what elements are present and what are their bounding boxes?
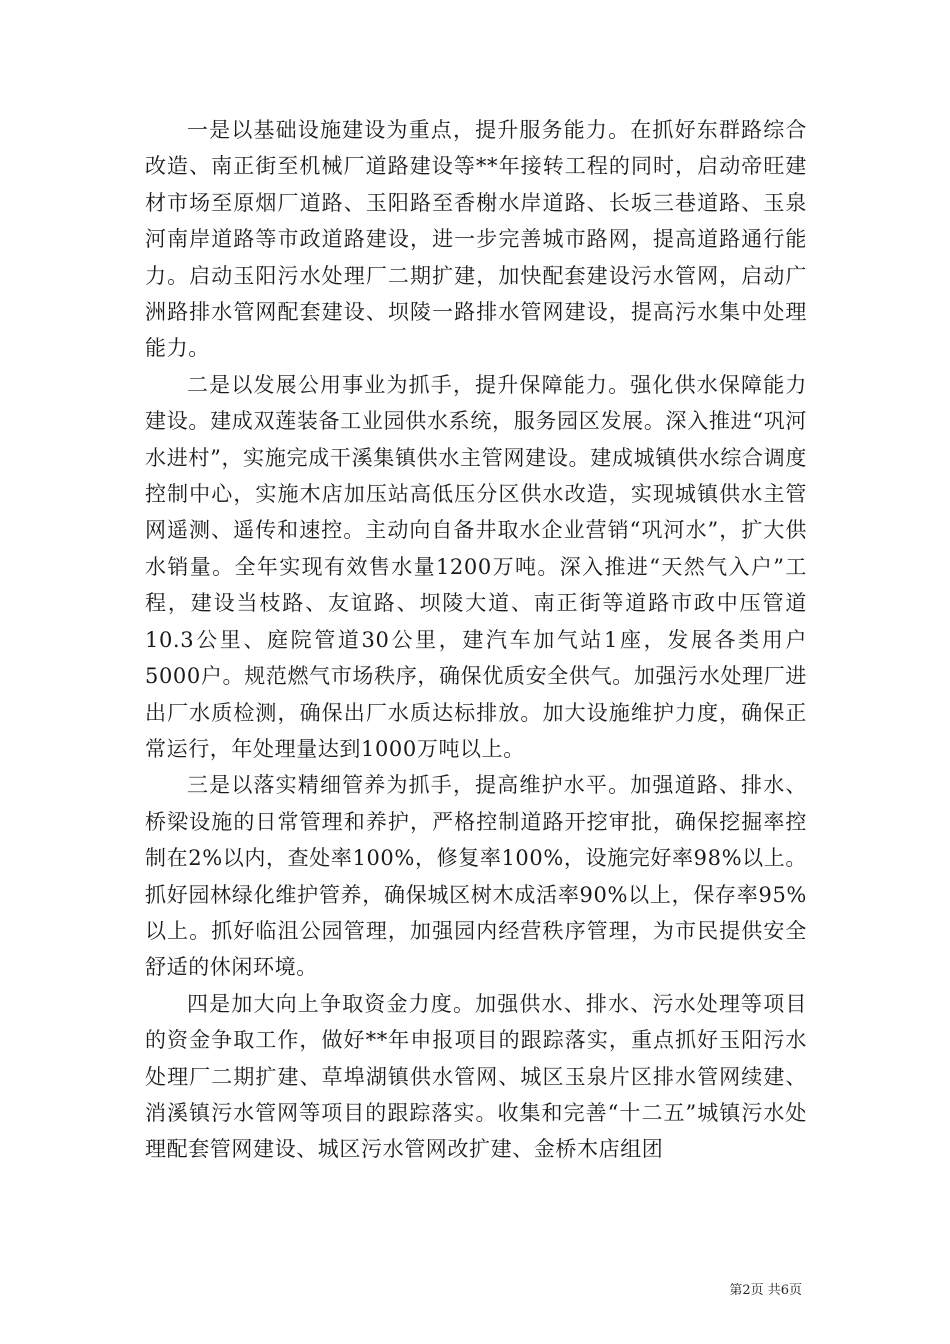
document-body <box>145 112 807 1168</box>
page-number-footer: 第2页 共6页 <box>729 1283 802 1298</box>
paragraph-maintenance: 三是以落实精细管养为抓手，提高维护水平。加强道路、排水、桥梁设施的日常管理和养护，严格控制道路开挖审批，确保挖掘率控制在2%以内，查处率100%，修复率100%，设施完好率98%以上。抓好园林绿化维护管养，确保城区树木成活率90%以上，保存率95%以上。抓好临沮公园管理，加强园内经营秩序管理，为市民提供安全舒适的休闲环境。 <box>145 773 807 980</box>
paragraph-funding: 四是加大向上争取资金力度。加强供水、排水、污水处理等项目的资金争取工作，做好**年申报项目的跟踪落实，重点抓好玉阳污水处理厂二期扩建、草埠湖镇供水管网、城区玉泉片区排水管网续建、消溪镇污水管网等项目的跟踪落实。收集和完善“十二五”城镇污水处理配套管网建设、城区污水管网改扩建、金桥木店组团 <box>145 991 807 1162</box>
paragraph-infrastructure: 一是以基础设施建设为重点，提升服务能力。在抓好东群路综合改造、南正街至机械厂道路建设等**年接转工程的同时，启动帝旺建材市场至原烟厂道路、玉阳路至香榭水岸道路、长坂三巷道路、玉泉河南岸道路等市政道路建设，进一步完善城市路网，提高道路通行能力。启动玉阳污水处理厂二期扩建，加快配套建设污水管网，启动广洲路排水管网配套建设、坝陵一路排水管网建设，提高污水集中处理能力。 <box>145 118 807 361</box>
paragraph-public-utilities: 二是以发展公用事业为抓手，提升保障能力。强化供水保障能力建设。建成双莲装备工业园供水系统，服务园区发展。深入推进“巩河水进村”，实施完成干溪集镇供水主管网建设。建成城镇供水综合调度控制中心，实施木店加压站高低压分区供水改造，实现城镇供水主管网遥测、遥传和速控。主动向自备井取水企业营销“巩河水”，扩大供水销量。全年实现有效售水量1200万吨。深入推进“天然气入户”工程，建设当枝路、友谊路、坝陵大道、南正街等道路市政中压管道10.3公里、庭院管道30公里，建汽车加气站1座，发展各类用户5000户。规范燃气市场秩序，确保优质安全供气。加强污水处理厂进出厂水质检测，确保出厂水质达标排放。加大设施维护力度，确保正常运行，年处理量达到1000万吨以上。 <box>145 372 807 761</box>
